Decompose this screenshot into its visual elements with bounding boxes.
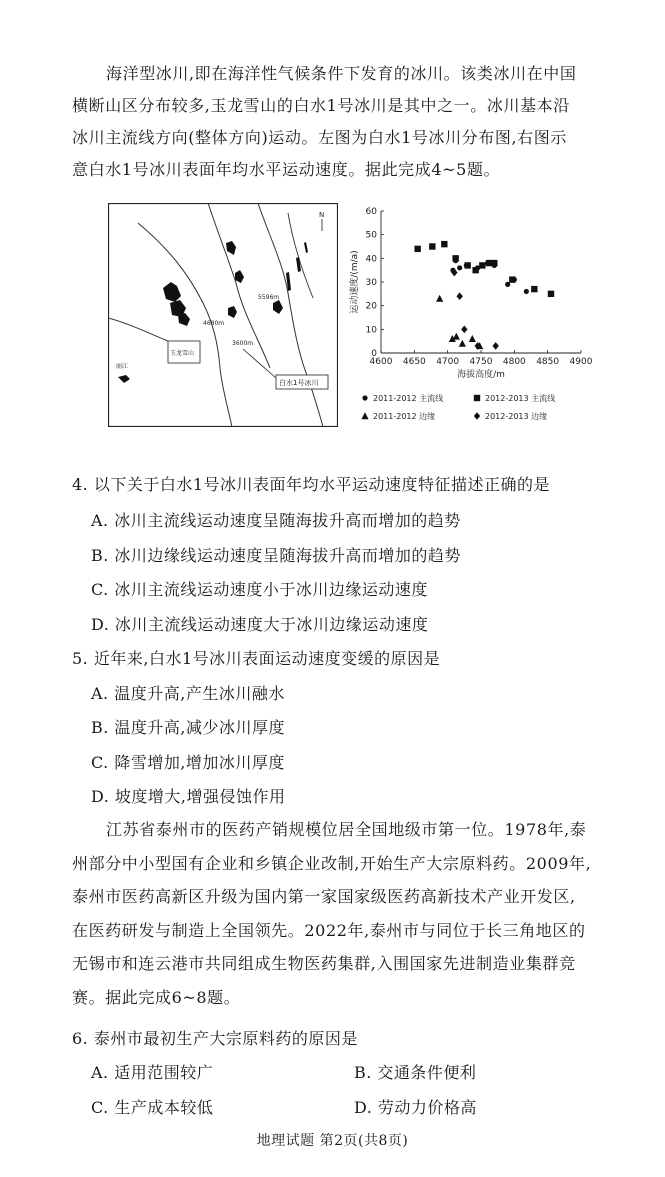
data-point-diamond bbox=[492, 342, 498, 350]
paragraph-line: 冰川主流线方向(整体方向)运动。左图为白水1号冰川分布图,右图示 bbox=[72, 128, 567, 147]
q4-option-b[interactable]: B. 冰川边缘线运动速度呈随海拔升高而增加的趋势 bbox=[91, 546, 461, 565]
intro-paragraph-taizhou bbox=[72, 813, 632, 1014]
q5-option-b[interactable]: B. 温度升高,减少冰川厚度 bbox=[91, 718, 286, 737]
x-tick-label: 4650 bbox=[402, 357, 426, 367]
data-point-triangle bbox=[459, 340, 466, 347]
y-tick-label: 20 bbox=[365, 301, 377, 312]
paragraph-line: 海洋型冰川,即在海洋性气候条件下发育的冰川。该类冰川在中国 bbox=[106, 64, 577, 83]
q4-option-a[interactable]: A. 冰川主流线运动速度呈随海拔升高而增加的趋势 bbox=[91, 511, 461, 530]
legend-marker-square bbox=[474, 395, 480, 401]
map-frame bbox=[109, 204, 338, 427]
paragraph-line: 意白水1号冰川表面年均水平运动速度。据此完成4~5题。 bbox=[72, 160, 501, 179]
x-axis-label: 海拔高度/m bbox=[457, 370, 505, 380]
data-point-triangle bbox=[436, 295, 443, 302]
elevation-label: 5596m bbox=[258, 294, 280, 301]
y-tick-label: 50 bbox=[365, 230, 377, 241]
data-point-circle bbox=[457, 265, 462, 270]
paragraph-line: 江苏省泰州市的医药产销规模位居全国地级市第一位。1978年,泰 bbox=[106, 820, 587, 839]
data-point-triangle bbox=[469, 335, 476, 342]
north-label: N bbox=[319, 211, 325, 219]
yulong-label: 玉龙雪山 bbox=[170, 350, 195, 357]
x-tick-label: 4750 bbox=[469, 357, 493, 367]
x-tick-label: 4850 bbox=[536, 357, 560, 367]
data-point-square bbox=[464, 262, 470, 268]
q5-option-d[interactable]: D. 坡度增大,增强侵蚀作用 bbox=[91, 787, 286, 806]
data-point-square bbox=[491, 260, 497, 266]
data-point-triangle bbox=[453, 333, 460, 340]
y-tick-label: 40 bbox=[365, 254, 377, 265]
q6-option-c[interactable]: C. 生产成本较低 bbox=[91, 1098, 214, 1117]
paragraph-line: 在医药研发与制造上全国领先。2022年,泰州市与同位于长三角地区的 bbox=[72, 920, 586, 940]
y-tick-label: 30 bbox=[365, 278, 377, 288]
data-point-square bbox=[429, 243, 435, 249]
chart-legend bbox=[361, 393, 555, 421]
data-point-square bbox=[531, 286, 537, 292]
q5-option-c[interactable]: C. 降雪增加,增加冰川厚度 bbox=[91, 753, 285, 772]
paragraph-line: 无锡市和连云港市共同组成生物医药集群,入围国家先进制造业集群竞 bbox=[72, 954, 576, 973]
y-tick-label: 10 bbox=[365, 325, 377, 336]
paragraph-line: 州部分中小型国有企业和乡镇企业改制,开始生产大宗原料药。2009年, bbox=[72, 853, 592, 873]
data-point-square bbox=[509, 276, 515, 282]
x-tick-label: 4800 bbox=[502, 357, 526, 367]
chart-axes bbox=[348, 207, 593, 380]
data-point-circle bbox=[524, 289, 529, 294]
q6-option-d[interactable]: D. 劳动力价格高 bbox=[354, 1098, 477, 1117]
question-6-stem: 6. 泰州市最初生产大宗原料药的原因是 bbox=[72, 1029, 358, 1048]
paragraph-line: 泰州市医药高新区升级为国内第一家国家级医药高新技术产业开发区, bbox=[72, 887, 576, 906]
q5-option-a[interactable]: A. 温度升高,产生冰川融水 bbox=[91, 684, 285, 703]
data-point-diamond bbox=[461, 326, 467, 334]
legend-marker-triangle bbox=[361, 412, 368, 419]
x-tick-label: 4600 bbox=[369, 357, 393, 367]
question-4-stem: 4. 以下关于白水1号冰川表面年均水平运动速度特征描述正确的是 bbox=[72, 475, 551, 494]
legend-label: 2011-2012 主流线 bbox=[373, 394, 444, 403]
data-point-diamond bbox=[456, 292, 462, 300]
x-tick-label: 4700 bbox=[436, 357, 460, 367]
paragraph-line: 赛。据此完成6~8题。 bbox=[72, 987, 241, 1007]
lijiang-label: 丽江 bbox=[116, 363, 129, 370]
intro-paragraph-glacier bbox=[72, 58, 632, 186]
q4-option-d[interactable]: D. 冰川主流线运动速度大于冰川边缘运动速度 bbox=[91, 615, 429, 634]
legend-marker-circle bbox=[362, 395, 367, 400]
data-point-square bbox=[472, 267, 478, 273]
elevation-label: 3600m bbox=[232, 340, 254, 347]
page-footer: 地理试题 第2页(共8页) bbox=[256, 1133, 409, 1149]
data-point-square bbox=[479, 262, 485, 268]
velocity-scatter-chart bbox=[345, 203, 595, 427]
q6-option-a[interactable]: A. 适用范围较广 bbox=[91, 1063, 214, 1082]
y-tick-label: 0 bbox=[371, 349, 377, 359]
q4-option-c[interactable]: C. 冰川主流线运动速度小于冰川边缘运动速度 bbox=[91, 580, 428, 599]
glacier-map bbox=[108, 203, 338, 427]
q6-option-b[interactable]: B. 交通条件便利 bbox=[354, 1063, 477, 1082]
baishui-label: 白水1号冰川 bbox=[279, 379, 319, 387]
legend-marker-diamond bbox=[474, 412, 480, 420]
y-axis-label: 运动速度/(m/a) bbox=[350, 250, 360, 314]
paragraph-line: 横断山区分布较多,玉龙雪山的白水1号冰川是其中之一。冰川基本沿 bbox=[72, 96, 570, 115]
question-5-stem: 5. 近年来,白水1号冰川表面运动速度变缓的原因是 bbox=[72, 649, 441, 668]
data-point-square bbox=[414, 246, 420, 252]
data-point-square bbox=[441, 241, 447, 247]
legend-label: 2012-2013 主流线 bbox=[485, 394, 556, 403]
data-point-square bbox=[548, 291, 554, 297]
y-tick-label: 60 bbox=[365, 207, 377, 217]
legend-label: 2012-2013 边缘 bbox=[485, 412, 548, 421]
chart-points bbox=[414, 241, 554, 350]
x-tick-label: 4900 bbox=[569, 357, 593, 367]
data-point-square bbox=[452, 255, 458, 261]
legend-label: 2011-2012 边缘 bbox=[373, 412, 436, 421]
elevation-label: 4680m bbox=[203, 320, 225, 327]
